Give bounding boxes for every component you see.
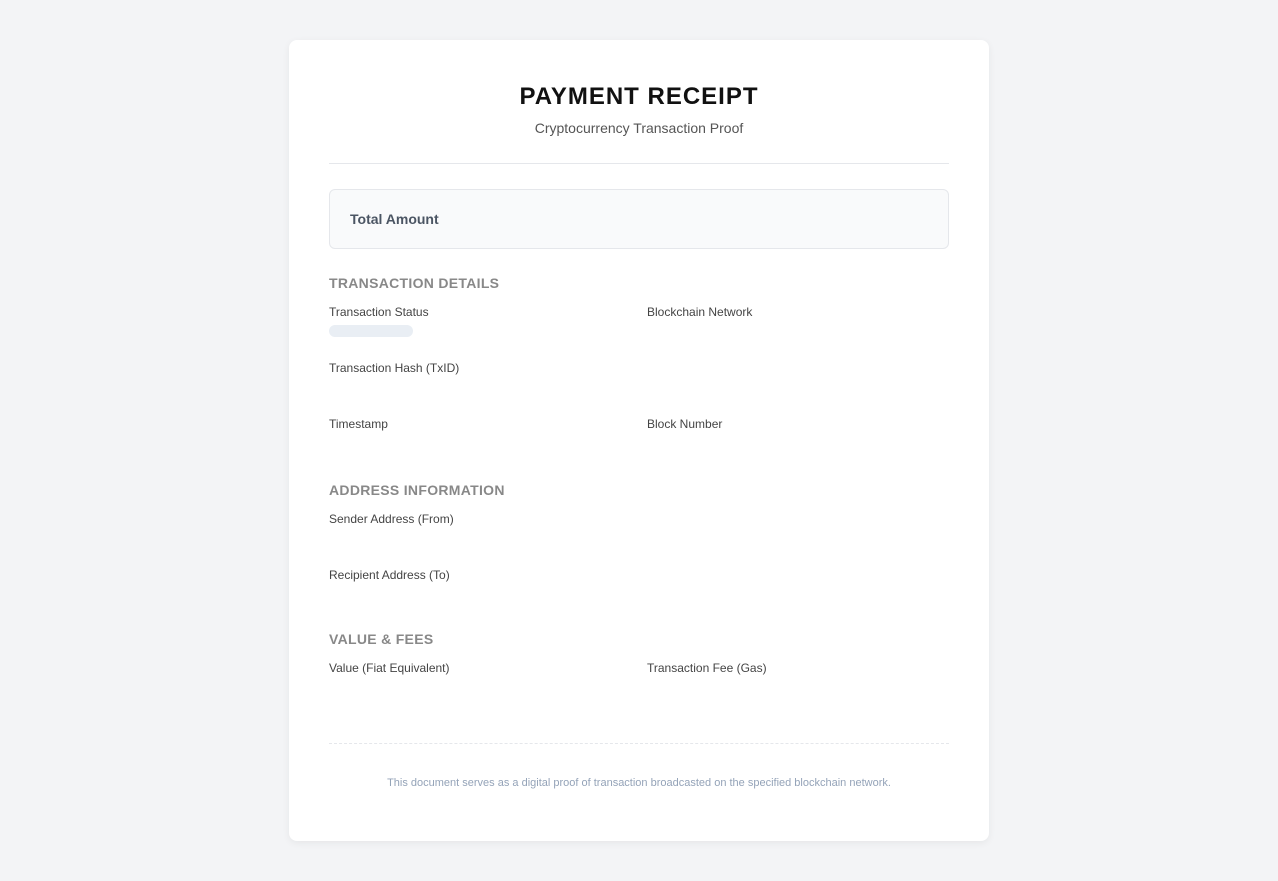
recipient-address-label: Recipient Address (To) xyxy=(329,568,450,582)
total-amount-label: Total Amount xyxy=(350,211,439,227)
hash-field xyxy=(329,361,949,417)
receipt-card xyxy=(289,40,989,841)
hash-label: Transaction Hash (TxID) xyxy=(329,361,460,375)
network-field xyxy=(647,305,949,361)
value-fees-heading: VALUE & FEES xyxy=(329,631,434,647)
status-label: Transaction Status xyxy=(329,305,429,319)
value-fees-grid xyxy=(329,661,949,717)
address-information-heading: ADDRESS INFORMATION xyxy=(329,482,505,498)
timestamp-field xyxy=(329,417,647,473)
footer-note: This document serves as a digital proof of transaction broadcasted on the specified blockchain network. xyxy=(387,777,891,789)
timestamp-label: Timestamp xyxy=(329,417,388,431)
page-subtitle: Cryptocurrency Transaction Proof xyxy=(534,120,744,136)
page-title: PAYMENT RECEIPT xyxy=(519,83,759,110)
sender-address-label: Sender Address (From) xyxy=(329,512,454,526)
gas-fee-field xyxy=(647,661,949,717)
transaction-details-heading: TRANSACTION DETAILS xyxy=(329,275,500,291)
fiat-value-label: Value (Fiat Equivalent) xyxy=(329,661,450,675)
recipient-address-field xyxy=(329,568,949,624)
status-field xyxy=(329,305,647,361)
transaction-details-grid xyxy=(329,305,949,473)
sender-address-field xyxy=(329,512,949,568)
total-amount-box xyxy=(329,189,949,249)
status-badge xyxy=(329,325,413,337)
fiat-value-field xyxy=(329,661,647,717)
address-information-list xyxy=(329,512,949,624)
receipt-footer xyxy=(329,743,949,790)
network-label: Blockchain Network xyxy=(647,305,753,319)
receipt-header xyxy=(329,40,949,164)
block-number-field xyxy=(647,417,949,473)
block-number-label: Block Number xyxy=(647,417,723,431)
gas-fee-label: Transaction Fee (Gas) xyxy=(647,661,767,675)
